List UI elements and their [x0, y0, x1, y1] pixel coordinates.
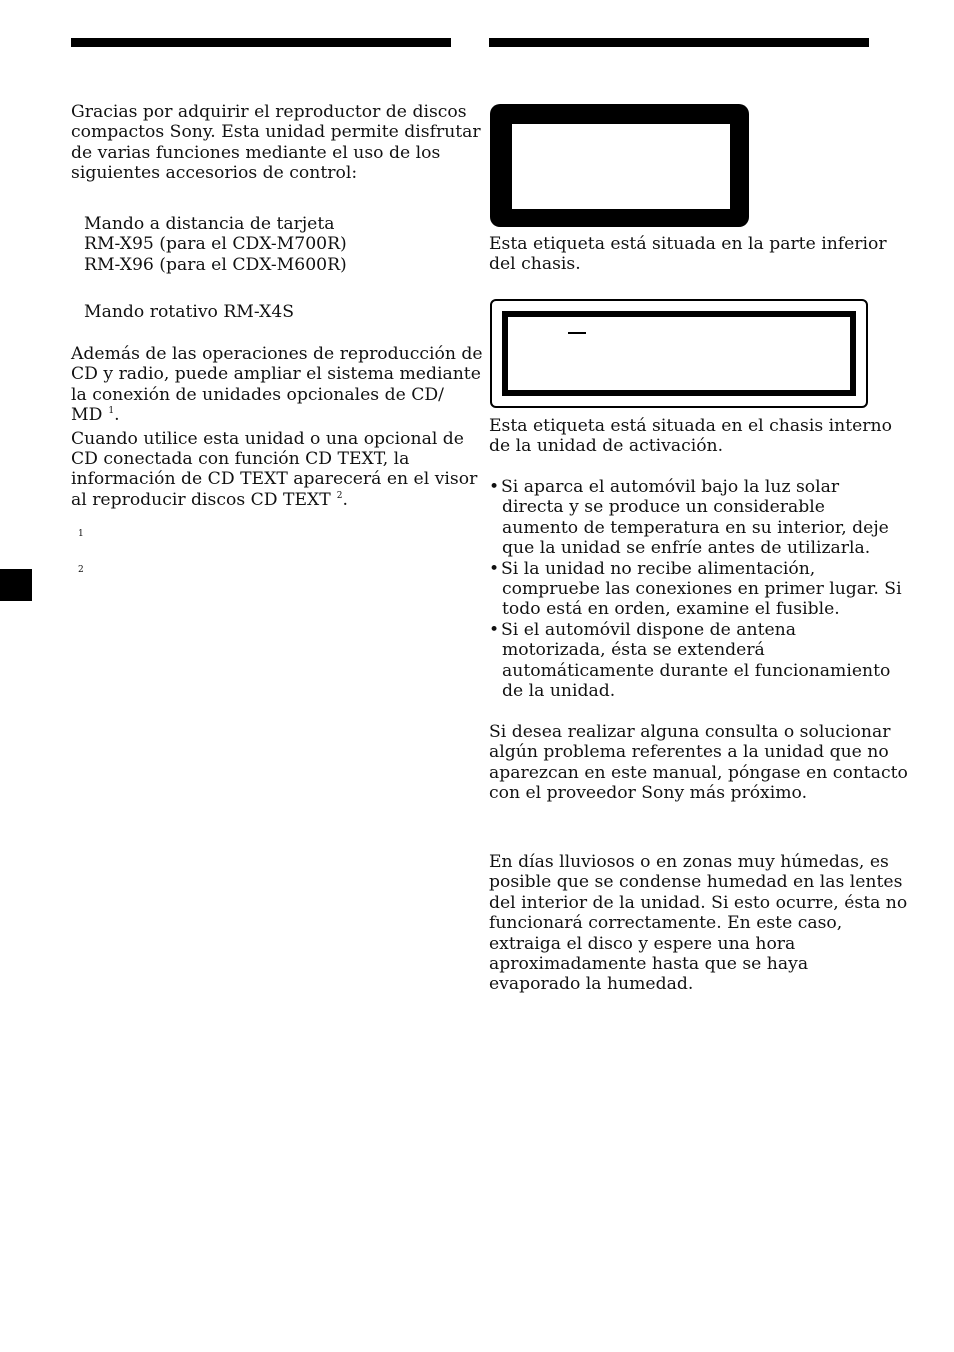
page-edge-tab — [0, 569, 32, 601]
moisture-paragraph: En días lluviosos o en zonas muy húmedas, es posible que se condense humedad en las lentes del interior de la unidad. Si esto ocurre, ésta no funcionará correctamente. En este caso, extraiga el disco y espere una hora aproximadamente hasta que se haya evaporado la humedad. — [489, 852, 908, 995]
footnote-2-marker: 2 — [78, 565, 84, 575]
precautions-list: • Si aparca el automóvil bajo la luz solar directa y se produce un considerable aumento de temperatura en su interior, deje que la unidad se enfríe antes de utilizarla. • Si la unidad no recibe alimentación, compruebe las conexiones en primer lugar. Si todo está en orden, examine el fusible. • Si el automóvil dispone de antena motorizada, ésta se extenderá automáticamente durante el funcionamiento de la unidad. — [489, 477, 902, 702]
list-item: • Si el automóvil dispone de antena — [489, 619, 796, 640]
accessory-rotary-commander: Mando rotativo RM-X4S — [84, 302, 295, 322]
footnote-1-marker: 1 — [78, 529, 84, 539]
left-header-rule — [71, 38, 451, 47]
list-item: • Si aparca el automóvil bajo la luz solar — [489, 477, 840, 497]
right-header-rule — [489, 38, 869, 47]
consult-paragraph: Si desea realizar alguna consulta o solucionar algún problema referentes a la unidad que no aparezcan en este manual, póngase en contacto con el proveedor Sony más próximo. — [489, 722, 908, 804]
footnote-ref-1: 1 — [108, 406, 115, 417]
expansion-paragraph: Además de las operaciones de reproducción de CD y radio, puede ampliar el sistema mediante la conexión de unidades opcionales de CD/ MD $^1$. Cuando utilice esta unidad o una opcional de CD conectada con función CD TEXT, la información de CD TEXT aparecerá en el visor al reproducir discos CD TEXT $^2$. — [71, 344, 483, 510]
intro-paragraph: Gracias por adquirir el reproductor de discos compactos Sony. Esta unidad permite disfrutar de varias funciones mediante el uso de los siguientes accesorios de control: — [71, 102, 481, 184]
laser-warning-label-image — [490, 104, 749, 227]
list-item: • Si la unidad no recibe alimentación, — [489, 558, 816, 579]
laser-caution-label-image — [490, 299, 868, 408]
accessory-card-remote: Mando a distancia de tarjeta RM-X95 (para el CDX-M700R) RM-X96 (para el CDX-M600R) — [84, 214, 347, 275]
label1-caption: Esta etiqueta está situada en la parte inferior del chasis. — [489, 234, 887, 275]
label2-caption: Esta etiqueta está situada en el chasis interno de la unidad de activación. — [489, 416, 892, 457]
footnote-ref-2: 2 — [336, 490, 343, 501]
